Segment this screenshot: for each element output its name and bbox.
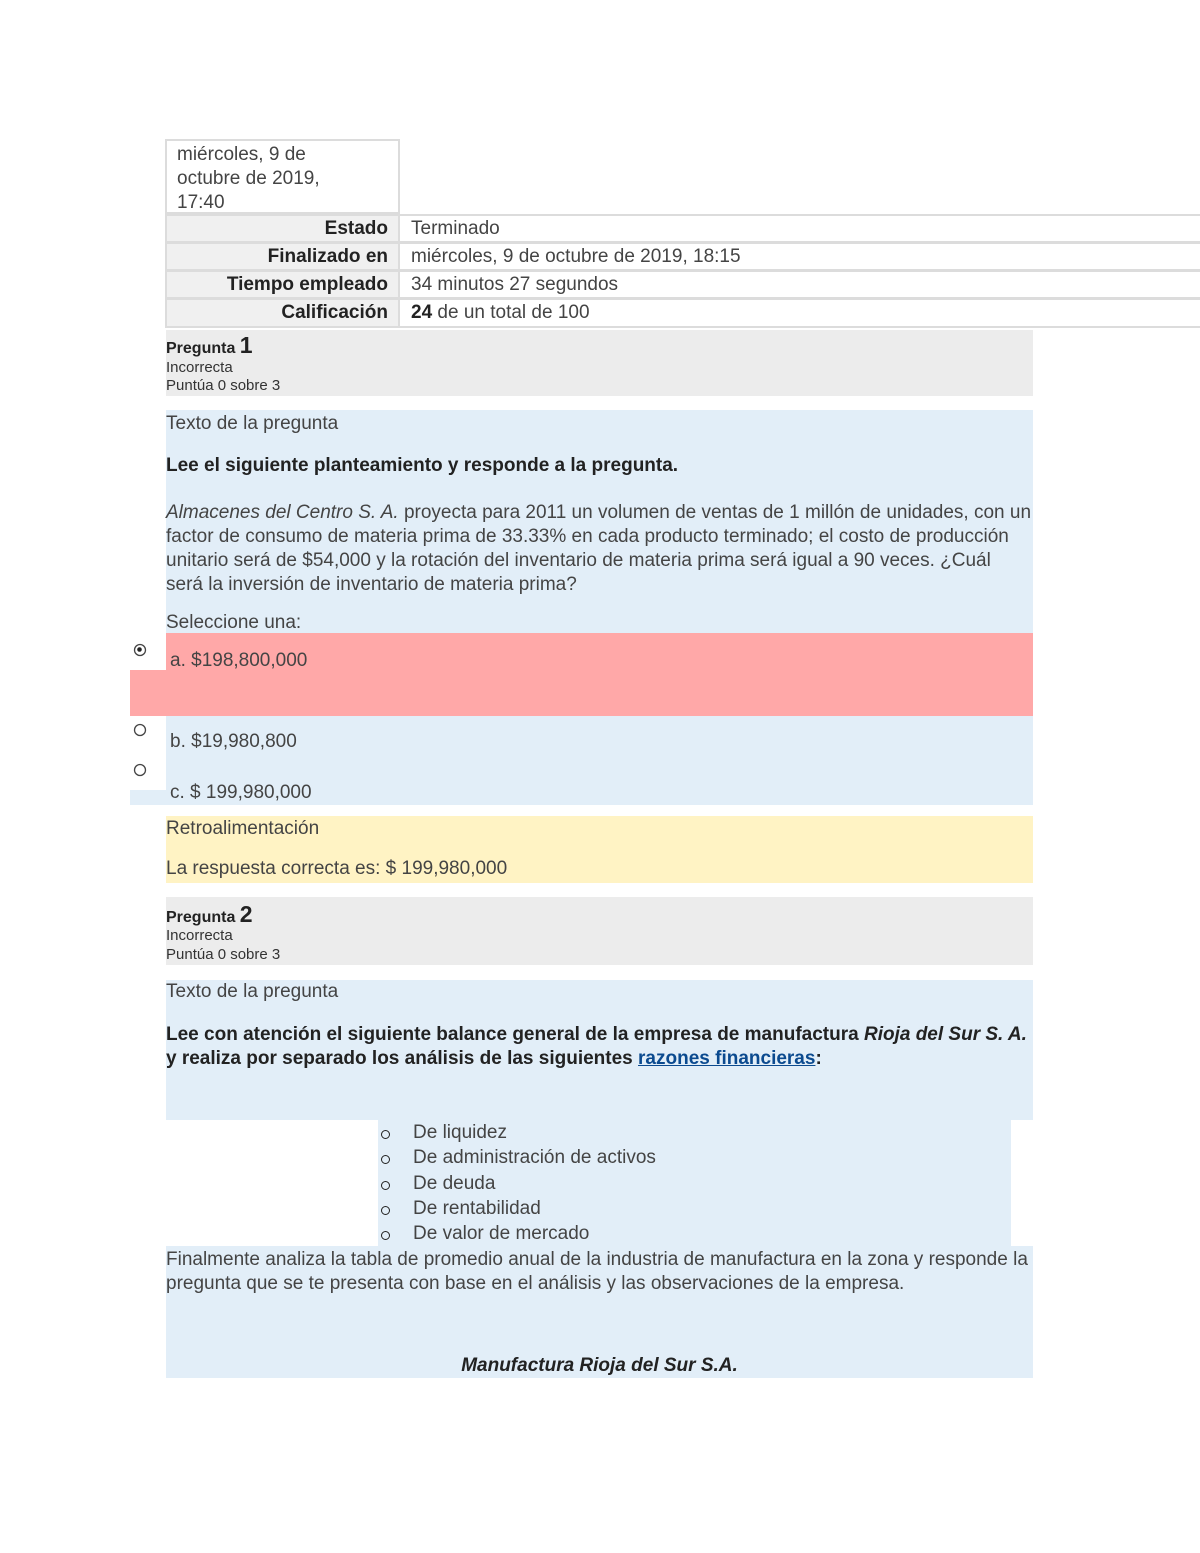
- question-1-state: Incorrecta: [166, 359, 233, 376]
- radio-unselected-icon[interactable]: [133, 723, 147, 737]
- list-item: [413, 1171, 656, 1196]
- grade-score: 24: [411, 302, 433, 323]
- instruction-part-1: Lee con atención el siguiente balance general de la empresa de manufactura: [166, 1024, 864, 1045]
- list-item-label: De deuda: [413, 1172, 496, 1194]
- started-on-line-1: miércoles, 9 de: [177, 144, 306, 165]
- list-item: [413, 1145, 656, 1170]
- option-a-label: a. $198,800,000: [170, 650, 308, 671]
- question-1-body-text: proyecta para 2011 un volumen de ventas de 1 millón de unidades, con un factor de consumo de materia prima de 33.33% en cada producto terminado; el costo de producción unitario será de $54,000 y la rotación del inventario de materia prima será igual a 90 veces. ¿Cuál será la inversión de inventario de materia prima?: [166, 502, 1032, 595]
- list-item-label: De rentabilidad: [413, 1197, 541, 1219]
- question-label: Pregunta: [166, 340, 236, 357]
- started-on-line-3: 17:40: [177, 192, 225, 213]
- question-1-info: [166, 330, 1033, 396]
- ratios-list: [413, 1120, 656, 1246]
- instruction-part-2: y realiza por separado los análisis de las siguientes: [166, 1048, 639, 1069]
- bullet-icon: [381, 1181, 390, 1190]
- select-one-prompt: Seleccione una:: [166, 612, 302, 633]
- question-2-info: [166, 897, 1033, 965]
- started-on-cell: [165, 139, 400, 214]
- option-b-label: b. $19,980,800: [170, 731, 297, 752]
- question-1-text-heading: Texto de la pregunta: [166, 413, 339, 434]
- list-item: [413, 1221, 656, 1246]
- list-item: [413, 1120, 656, 1145]
- list-item: [413, 1196, 656, 1221]
- question-number: 2: [239, 901, 253, 927]
- state-value: Terminado: [398, 214, 1200, 243]
- question-1-feedback: [166, 816, 1033, 883]
- time-taken-value: 34 minutos 27 segundos: [398, 270, 1200, 299]
- question-number: 1: [239, 332, 253, 358]
- question-1-score: Puntúa 0 sobre 3: [166, 377, 281, 394]
- grade-total: de un total de 100: [432, 302, 590, 323]
- list-item-label: De administración de activos: [413, 1147, 656, 1169]
- correct-answer-text: La respuesta correcta es: $ 199,980,000: [166, 858, 508, 879]
- radio-unselected-icon[interactable]: [133, 763, 147, 777]
- question-2-state: Incorrecta: [166, 927, 233, 944]
- question-2-title: [166, 901, 253, 928]
- option-b[interactable]: [130, 718, 1033, 756]
- list-item-label: De liquidez: [413, 1122, 507, 1143]
- finished-value: miércoles, 9 de octubre de 2019, 18:15: [398, 242, 1200, 271]
- question-2-instruction: [166, 1023, 1032, 1071]
- balance-table-title: Manufactura Rioja del Sur S.A.: [461, 1355, 738, 1376]
- finished-label: Finalizado en: [165, 242, 400, 271]
- option-c[interactable]: [130, 758, 1033, 804]
- option-a[interactable]: [130, 640, 1033, 700]
- feedback-heading: Retroalimentación: [166, 818, 320, 839]
- state-label: Estado: [165, 214, 400, 243]
- bullet-icon: [381, 1206, 390, 1215]
- question-label: Pregunta: [166, 909, 236, 926]
- question-2-company: Rioja del Sur S. A.: [863, 1024, 1027, 1045]
- instruction-end: :: [815, 1048, 822, 1069]
- financial-ratios-link[interactable]: razones financieras: [638, 1048, 816, 1069]
- question-1-company: Almacenes del Centro S. A.: [166, 502, 399, 523]
- question-2-score: Puntúa 0 sobre 3: [166, 946, 281, 963]
- bullet-icon: [381, 1130, 390, 1139]
- question-1-instruction: Lee el siguiente planteamiento y responde a la pregunta.: [166, 455, 679, 476]
- time-taken-label: Tiempo empleado: [165, 270, 400, 299]
- started-on-line-2: octubre de 2019,: [177, 168, 320, 189]
- question-2-final-text: Finalmente analiza la tabla de promedio anual de la industria de manufactura en la zona y responde la pregunta que se te presenta con base en el análisis y las observaciones de la empresa.: [166, 1249, 1028, 1294]
- question-1-title: [166, 332, 253, 359]
- question-2-text-heading: Texto de la pregunta: [166, 981, 339, 1002]
- grade-value: [398, 298, 1200, 328]
- grade-label: Calificación: [165, 298, 400, 328]
- list-item-label: De valor de mercado: [413, 1223, 590, 1245]
- option-c-label: c. $ 199,980,000: [170, 782, 312, 803]
- radio-selected-icon[interactable]: [133, 643, 147, 657]
- question-1-body: [166, 501, 1032, 597]
